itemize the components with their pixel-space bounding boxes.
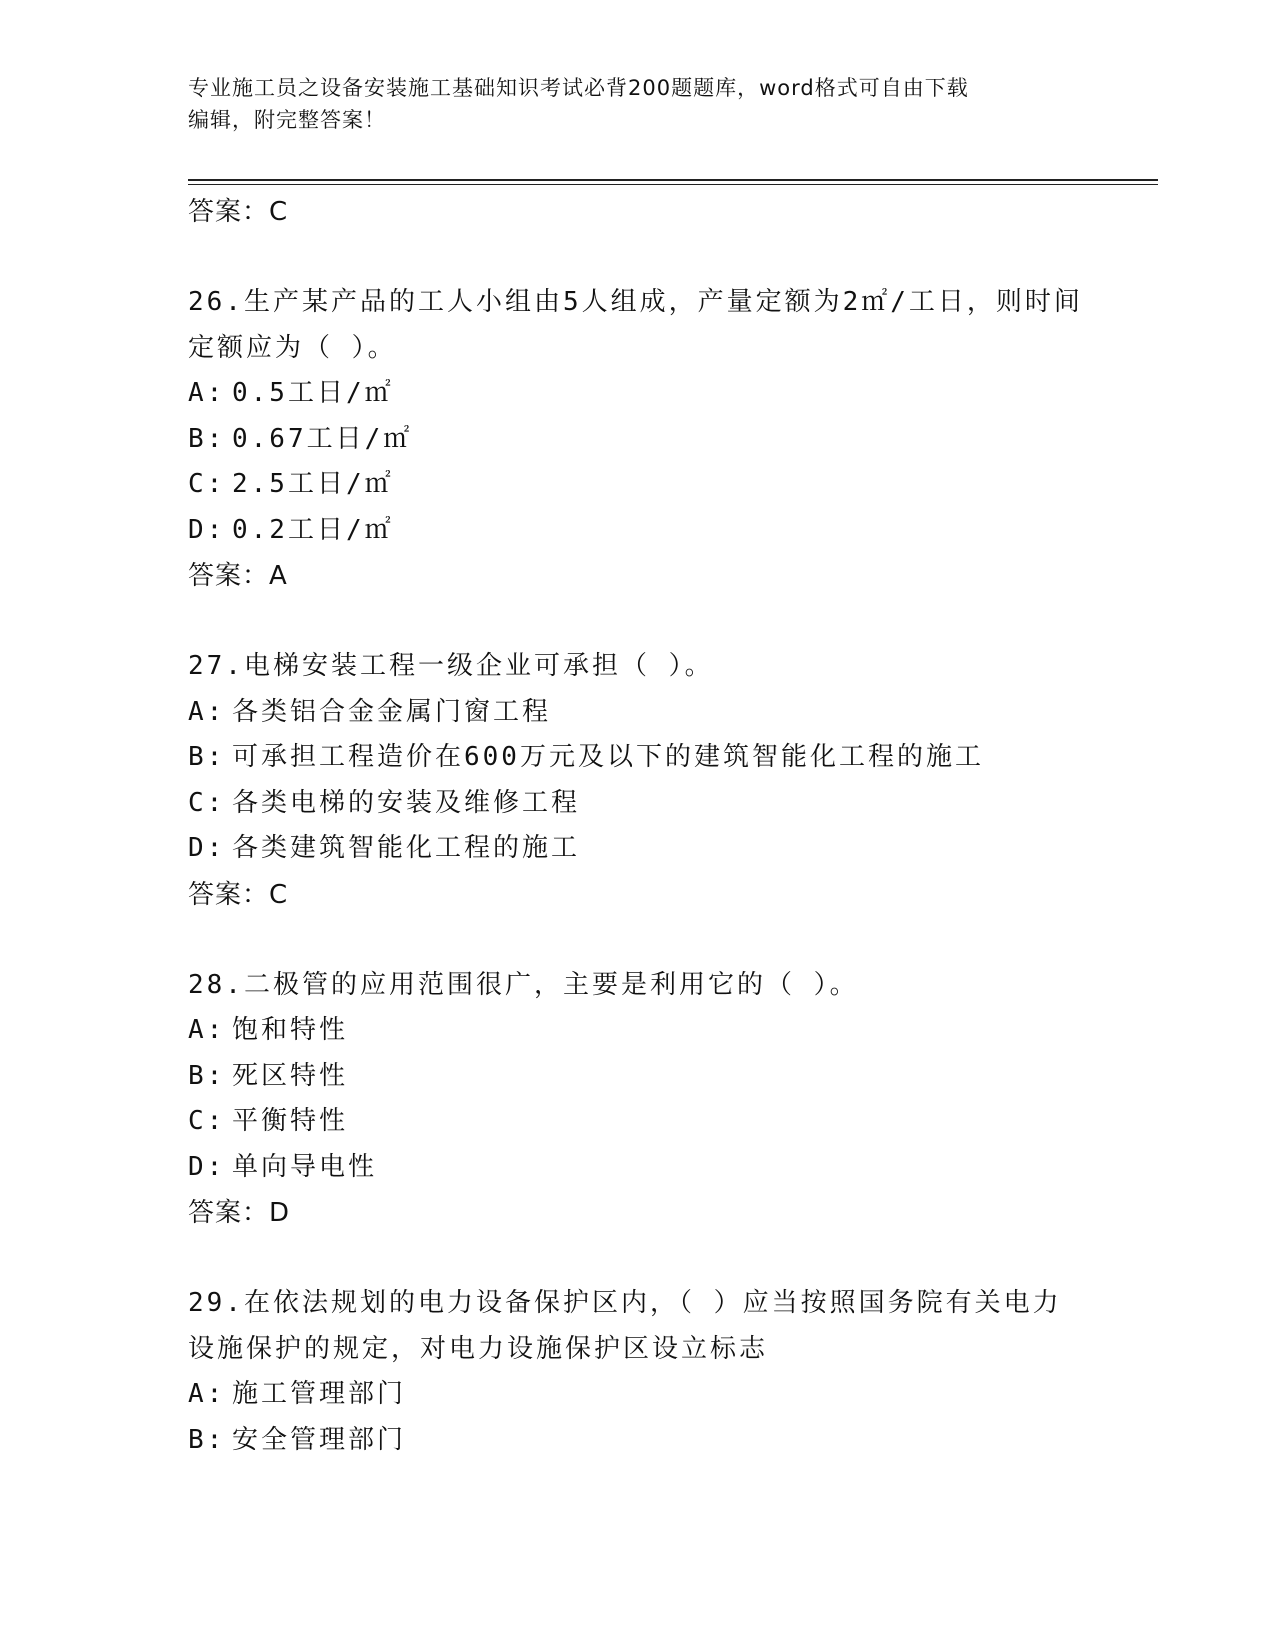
option-key: B: — [188, 742, 226, 772]
option-text: 0.2工日/㎡ — [232, 514, 394, 545]
header-line-1: 专业施工员之设备安装施工基础知识考试必背200题题库，word格式可自由下载 — [188, 76, 969, 100]
option-key: A: — [188, 1015, 226, 1045]
spacer — [188, 918, 1088, 963]
option-key: D: — [188, 1151, 226, 1182]
option-a — [188, 371, 1088, 417]
question-text-line-1: 在依法规划的电力设备保护区内，（ ）应当按照国务院有关电力 — [243, 1288, 1062, 1318]
option-d — [188, 826, 1088, 872]
option-d — [188, 508, 1088, 554]
option-b — [188, 417, 1088, 463]
option-a — [188, 1008, 1088, 1054]
option-text: 各类电梯的安装及维修工程 — [232, 787, 581, 818]
option-text: 单向导电性 — [232, 1151, 378, 1182]
question-number: 27. — [188, 651, 244, 681]
option-c — [188, 781, 1088, 827]
answer-label: 答案： — [188, 561, 270, 591]
answer-value: C — [269, 197, 289, 227]
answer-line — [188, 872, 1088, 918]
question-text-line-2: 设施保护的规定，对电力设施保护区设立标志 — [188, 1333, 769, 1364]
document-header — [188, 72, 1068, 136]
option-text: 饱和特性 — [232, 1015, 349, 1045]
answer-value: D — [269, 1198, 291, 1228]
question-block-26 — [188, 280, 1088, 599]
answer-label: 答案： — [188, 1198, 270, 1228]
option-c — [188, 1099, 1088, 1145]
option-text: 0.5工日/㎡ — [232, 378, 394, 408]
question-block-28 — [188, 963, 1088, 1237]
question-number: 29. — [188, 1288, 244, 1318]
answer-label: 答案： — [188, 197, 270, 227]
spacer — [188, 235, 1088, 280]
answer-label: 答案： — [188, 879, 270, 910]
header-divider-thin — [188, 184, 1158, 185]
option-key: B: — [188, 1060, 226, 1091]
question-number: 26. — [188, 287, 244, 317]
question-text — [188, 644, 1088, 690]
option-key: B: — [188, 423, 226, 454]
answer-value: C — [269, 879, 289, 910]
answer-value: A — [269, 561, 288, 591]
option-d — [188, 1145, 1088, 1191]
option-c — [188, 462, 1088, 508]
question-list — [188, 189, 1088, 1463]
option-key: A: — [188, 1379, 226, 1409]
option-text: 可承担工程造价在600万元及以下的建筑智能化工程的施工 — [232, 742, 984, 772]
question-text-line-1: 电梯安装工程一级企业可承担（ ）。 — [243, 651, 714, 681]
option-text: 施工管理部门 — [232, 1379, 407, 1409]
option-text: 安全管理部门 — [232, 1424, 407, 1455]
option-text: 0.67工日/㎡ — [232, 423, 413, 454]
question-text — [188, 963, 1088, 1009]
option-key: A: — [188, 696, 226, 727]
question-text-line-1: 二极管的应用范围很广，主要是利用它的（ ）。 — [243, 969, 859, 1000]
question-text-line-2: 定额应为（ ）。 — [188, 332, 397, 363]
question-text-line-1: 生产某产品的工人小组由5人组成，产量定额为2㎡/工日，则时间 — [243, 287, 1083, 317]
header-line-2: 编辑，附完整答案！ — [188, 108, 386, 132]
question-block-29 — [188, 1281, 1088, 1463]
question-number: 28. — [188, 969, 244, 1000]
option-key: C: — [188, 787, 226, 818]
spacer — [188, 1236, 1088, 1281]
answer-line — [188, 553, 1088, 599]
option-text: 2.5工日/㎡ — [232, 469, 394, 499]
option-text: 死区特性 — [232, 1060, 349, 1091]
question-text — [188, 280, 1088, 326]
answer-line — [188, 189, 1088, 235]
option-text: 各类铝合金金属门窗工程 — [232, 696, 552, 727]
question-text — [188, 1281, 1088, 1327]
option-b — [188, 1054, 1088, 1100]
option-b — [188, 735, 1088, 781]
option-b — [188, 1418, 1088, 1464]
spacer — [188, 599, 1088, 644]
option-key: D: — [188, 833, 226, 863]
answer-line — [188, 1190, 1088, 1236]
option-key: C: — [188, 469, 226, 499]
option-key: D: — [188, 514, 226, 545]
option-a — [188, 1372, 1088, 1418]
option-a — [188, 690, 1088, 736]
option-key: B: — [188, 1424, 226, 1455]
option-key: C: — [188, 1106, 226, 1136]
option-key: A: — [188, 378, 226, 408]
question-block-27 — [188, 644, 1088, 918]
header-divider-thick — [188, 179, 1158, 181]
option-text: 各类建筑智能化工程的施工 — [232, 833, 581, 863]
option-text: 平衡特性 — [232, 1106, 349, 1136]
